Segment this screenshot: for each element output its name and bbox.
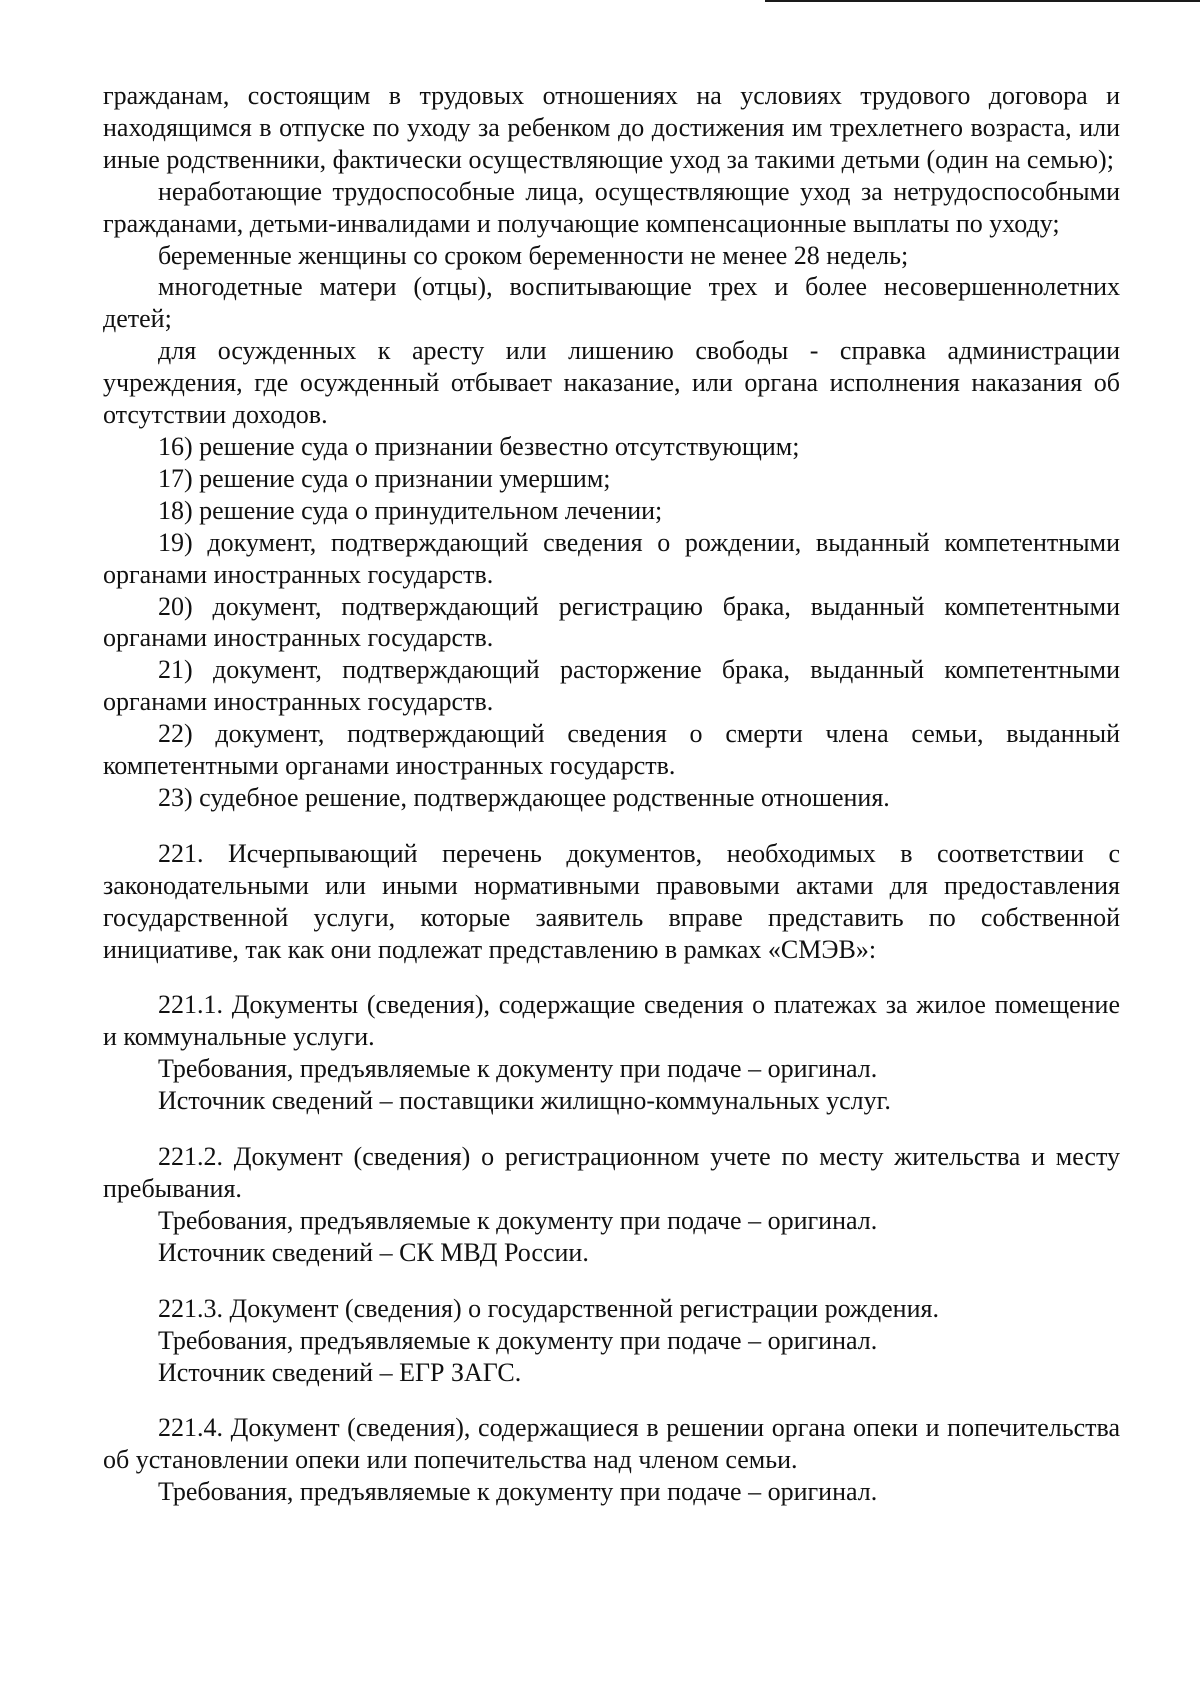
paragraph-gap (103, 814, 1120, 838)
paragraph: Источник сведений – ЕГР ЗАГС. (158, 1357, 522, 1387)
section-paragraph: 221.3. Документ (сведения) о государственной регистрации рождения. (158, 1293, 939, 1323)
section-paragraph: 221.2. Документ (сведения) о регистрационном учете по месту жительства и месту пребывания. (103, 1142, 1120, 1203)
paragraph-gap (103, 965, 1120, 989)
paragraph: Источник сведений – СК МВД России. (158, 1237, 589, 1267)
list-item: 19) документ, подтверждающий сведения о рождении, выданный компетентными органами иностранных государств. (103, 527, 1120, 589)
list-item: 18) решение суда о принудительном лечении; (158, 495, 663, 525)
document-page (103, 80, 1120, 1508)
section-paragraph: 221.4. Документ (сведения), содержащиеся в решении органа опеки и попечительства об установлении опеки или попечительства над членом семьи. (103, 1413, 1120, 1475)
paragraph: Требования, предъявляемые к документу при подаче – оригинал. (158, 1054, 878, 1084)
paragraph: беременные женщины со сроком беременности не менее 28 недель; (158, 240, 909, 270)
list-item: 22) документ, подтверждающий сведения о смерти члена семьи, выданный компетентными органами иностранных государств. (103, 719, 1120, 781)
paragraph: гражданам, состоящим в трудовых отношениях на условиях трудового договора и находящимся в отпуске по уходу за ребенком до достижения им трехлетнего возраста, или иные родственники, фактически осуществляющие уход за такими детьми (один на семью); (103, 81, 1120, 174)
paragraph-gap (103, 1388, 1120, 1412)
paragraph: Источник сведений – поставщики жилищно-коммунальных услуг. (158, 1086, 891, 1116)
paragraph: для осужденных к аресту или лишению свободы - справка администрации учреждения, где осужденный отбывает наказание, или органа исполнения наказания об отсутствии доходов. (103, 336, 1120, 430)
list-item: 23) судебное решение, подтверждающее родственные отношения. (158, 782, 890, 812)
paragraph-gap (103, 1269, 1120, 1293)
paragraph: Требования, предъявляемые к документу при подаче – оригинал. (158, 1205, 878, 1235)
list-item: 16) решение суда о признании безвестно отсутствующим; (158, 431, 800, 461)
list-item: 20) документ, подтверждающий регистрацию брака, выданный компетентными органами иностранных государств. (103, 591, 1120, 653)
list-item: 21) документ, подтверждающий расторжение брака, выданный компетентными органами иностранных государств. (103, 655, 1120, 717)
paragraph: многодетные матери (отцы), воспитывающие трех и более несовершеннолетних детей; (103, 272, 1120, 334)
paragraph: Требования, предъявляемые к документу при подаче – оригинал. (158, 1325, 878, 1355)
scan-edge-line (765, 0, 1200, 2)
list-item: 17) решение суда о признании умершим; (158, 463, 611, 493)
paragraph-gap (103, 1117, 1120, 1141)
section-paragraph: 221.1. Документы (сведения), содержащие сведения о платежах за жилое помещение и коммунальные услуги. (103, 990, 1120, 1052)
section-paragraph: 221. Исчерпывающий перечень документов, необходимых в соответствии с законодательными или иными нормативными правовыми актами для предоставления государственной услуги, которые заявитель вправе представить по собственной инициативе, так как они подлежат представлению в рамках «СМЭВ»: (103, 838, 1120, 964)
paragraph: Требования, предъявляемые к документу при подаче – оригинал. (158, 1477, 878, 1507)
paragraph: неработающие трудоспособные лица, осуществляющие уход за нетрудоспособными гражданами, детьми-инвалидами и получающие компенсационные выплаты по уходу; (103, 176, 1120, 238)
